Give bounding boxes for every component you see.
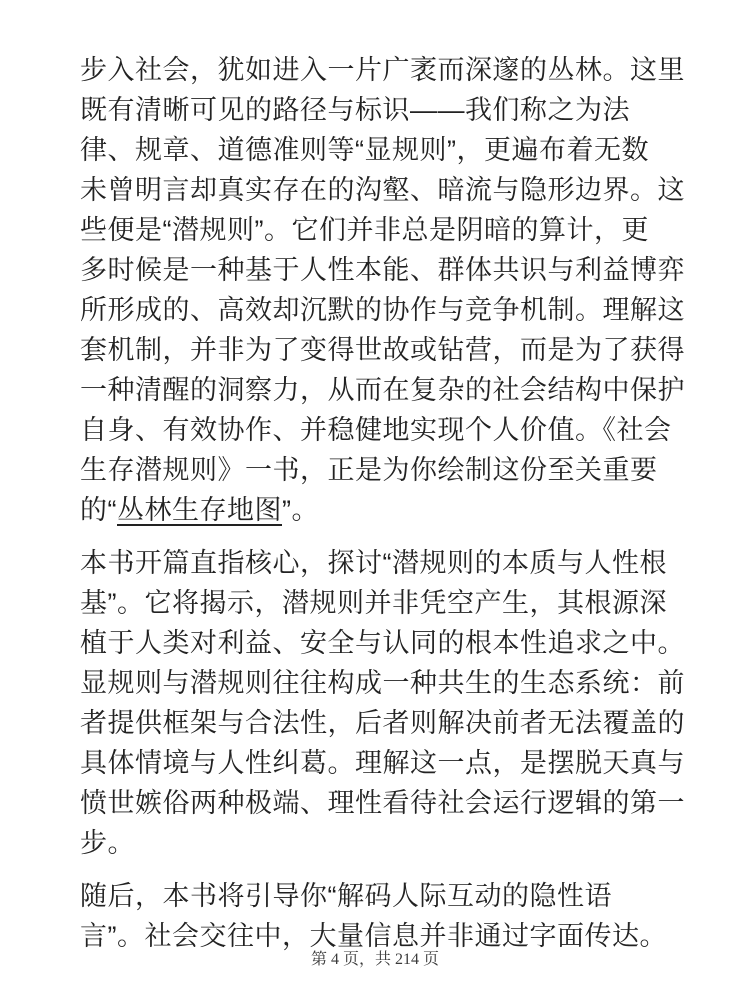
text-segment: 者提供框架与合法性，后者则解决前者无法覆盖的 [80,708,685,738]
text-segment: 步。 [80,828,135,858]
text-line [80,876,690,916]
text-line [80,703,690,743]
text-line [80,623,690,663]
text-line [80,543,690,583]
text-segment: 既有清晰可见的路径与标识——我们称之为法 [80,95,630,125]
text-segment: ”。 [282,495,319,525]
text-segment: 多时候是一种基于人性本能、群体共识与利益博弈 [80,255,685,285]
text-segment: 所形成的、高效却沉默的协作与竞争机制。理解这 [80,295,685,325]
text-segment: 随后，本书将引导你“解码人际互动的隐性语 [80,881,612,911]
text-segment: 本书开篇直指核心，探讨“潜规则的本质与人性根 [80,548,667,578]
text-line [80,130,690,170]
text-line [80,90,690,130]
paragraph [80,876,690,956]
paragraph [80,50,690,530]
text-segment: 步入社会，犹如进入一片广袤而深邃的丛林。这里 [80,55,685,85]
text-segment: 自身、有效协作、并稳健地实现个人价值。《社会 [80,415,672,445]
text-line [80,450,690,490]
text-segment: 愤世嫉俗两种极端、理性看待社会运行逻辑的第一 [80,788,685,818]
text-line [80,50,690,90]
text-line [80,743,690,783]
text-line [80,330,690,370]
text-line [80,583,690,623]
text-line [80,490,690,530]
text-line [80,823,690,863]
text-segment: 生存潜规则》一书，正是为你绘制这份至关重要 [80,455,658,485]
underlined-phrase: 丛林生存地图 [117,495,282,525]
text-segment: 的“ [80,495,117,525]
paragraph [80,543,690,863]
document-body [80,50,690,969]
text-segment: 基”。它将揭示，潜规则并非凭空产生，其根源深 [80,588,667,618]
text-line [80,783,690,823]
text-line [80,290,690,330]
text-segment: 言”。社会交往中，大量信息并非通过字面传达。 [80,921,667,951]
text-segment: 套机制，并非为了变得世故或钻营，而是为了获得 [80,335,685,365]
text-line [80,663,690,703]
text-segment: 未曾明言却真实存在的沟壑、暗流与隐形边界。这 [80,175,685,205]
page-number-indicator: 第 4 页，共 214 页 [310,951,439,968]
text-segment: 律、规章、道德准则等“显规则”，更遍布着无数 [80,135,649,165]
text-line [80,370,690,410]
text-segment: 具体情境与人性纠葛。理解这一点，是摆脱天真与 [80,748,685,778]
text-line [80,170,690,210]
text-segment: 显规则与潜规则往往构成一种共生的生态系统：前 [80,668,685,698]
text-segment: 植于人类对利益、安全与认同的根本性追求之中。 [80,628,685,658]
text-line [80,410,690,450]
text-line [80,210,690,250]
text-line [80,250,690,290]
text-segment: 些便是“潜规则”。它们并非总是阴暗的算计，更 [80,215,649,245]
text-segment: 一种清醒的洞察力，从而在复杂的社会结构中保护 [80,375,685,405]
